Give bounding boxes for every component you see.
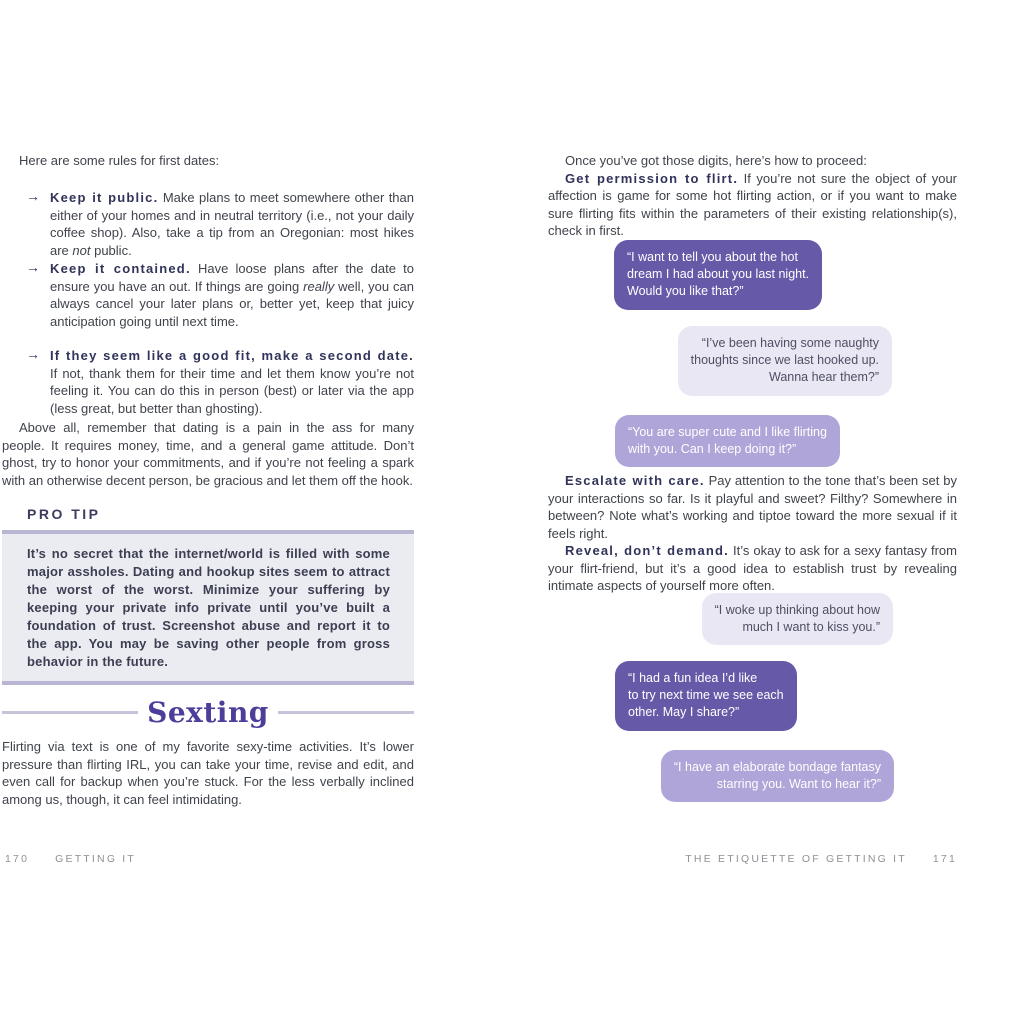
bubble-line: much I want to kiss you.” — [742, 620, 880, 635]
bullet-text — [50, 347, 414, 417]
chat-bubble — [614, 240, 822, 310]
bubble-line: starring you. Want to hear it?” — [716, 777, 881, 792]
heading-rule-right — [278, 711, 414, 714]
bubble-line: “I have an elaborate bondage fantasy — [673, 760, 881, 774]
section-heading-row — [2, 690, 414, 734]
bullet-body-tail: well, you can always cancel your later plans or, better yet, keep that juicy anticipation going until next time. — [50, 278, 415, 329]
paragraph-lead: Reveal, don’t demand. — [565, 543, 729, 558]
arrow-bullet-icon: → — [26, 188, 40, 204]
bubble-line: dream I had about you last night. — [627, 267, 810, 282]
bullet-lead: Keep it contained. — [50, 261, 191, 276]
page-number: 171 — [932, 853, 957, 865]
bubble-line: with you. Can I keep doing it?” — [628, 442, 797, 457]
running-head: GETTING IT — [55, 853, 137, 865]
bubble-line: Wanna hear them?” — [768, 370, 879, 385]
advice-block — [548, 472, 957, 595]
paragraph: Once you’ve got those digits, here’s how to proceed: — [565, 153, 867, 168]
chat-bubble — [661, 750, 894, 802]
bullet-body: Make plans to meet somewhere other than either of your homes and in neutral territory (i.e., not your daily coffee shop). Also, take a tip from an Oregonian: most hikes are — [50, 190, 415, 258]
paragraph — [548, 542, 957, 595]
bullet-body: Have loose plans after the date to ensure you have an out. If things are going — [50, 261, 414, 294]
bubble-line: “I’ve been having some naughty — [701, 336, 879, 350]
paragraph-body: If you’re not sure the object of your affection is game for some hot flirting action, or if you want to make sure flirting fits within the parameters of their existing relationship(s), check in first. — [548, 170, 957, 238]
chat-bubble — [615, 661, 797, 731]
bullet-item — [2, 189, 414, 259]
chat-bubble — [702, 593, 893, 645]
bubble-line: to try next time we see each — [628, 688, 784, 703]
bullet-italic: not — [72, 242, 91, 258]
arrow-bullet-icon: → — [26, 259, 40, 275]
bubble-line: thoughts since we last hooked up. — [690, 353, 879, 368]
paragraph — [548, 472, 957, 542]
bullet-lead: Keep it public. — [50, 190, 159, 205]
pro-tip-heading: PRO TIP — [27, 506, 101, 522]
pro-tip-bottom-rule — [2, 681, 414, 685]
bullet-item — [2, 260, 414, 330]
pro-tip-box — [2, 530, 414, 685]
bubble-line: Would you like that?” — [627, 284, 744, 299]
bubble-line: “I want to tell you about the hot — [627, 250, 798, 264]
bullet-italic: really — [303, 278, 335, 294]
paragraph-lead: Escalate with care. — [565, 473, 705, 488]
intro-block — [548, 152, 957, 240]
arrow-bullet-icon: → — [26, 346, 40, 362]
chat-bubble — [615, 415, 840, 467]
closing-paragraph: Above all, remember that dating is a pain in the ass for many people. It requires money, time, and a general game attitude. Don’t ghost, try to honor your commitments, and if you’re not feeling a spark with an otherwise decent person, be gracious and let them off the hook. — [2, 420, 414, 488]
bubble-line: other. May I share?” — [628, 705, 740, 720]
pro-tip-text: It’s no secret that the internet/world is filled with some major assholes. Dating and hookup sites seem to attract the worst of the worst. Minimize your suffering by keeping your private info private until you’ve built a foundation of trust. Screenshot abuse and report it to the app. You may be saving other people from gross behavior in the future. — [27, 546, 390, 669]
right-footer — [685, 853, 957, 865]
bubble-line: “I woke up thinking about how — [714, 603, 880, 617]
chat-bubble — [678, 326, 892, 396]
bullet-text — [50, 189, 414, 259]
bubble-line: “I had a fun idea I’d like — [628, 671, 758, 685]
bullet-item — [2, 347, 414, 417]
page-number: 170 — [5, 853, 30, 865]
section-paragraph: Flirting via text is one of my favorite sexy-time activities. It’s lower pressure than flirting IRL, you can take your time, revise and edit, and even call for backup when you’re stuck. For the less verbally inclined among us, though, it can feel intimidating. — [2, 739, 414, 807]
paragraph — [548, 170, 957, 240]
running-head: THE ETIQUETTE OF GETTING IT — [685, 853, 907, 865]
section-title: Sexting — [147, 695, 269, 729]
left-footer — [5, 853, 136, 865]
bubble-line: “You are super cute and I like flirting — [628, 425, 827, 439]
intro-line: Here are some rules for first dates: — [19, 153, 220, 168]
heading-rule-left — [2, 711, 138, 714]
bullet-body: If not, thank them for their time and let them know you’re not feeling it. You can do this in person (best) or later via the app (less great, but better than ghosting). — [50, 365, 414, 416]
paragraph-lead: Get permission to flirt. — [565, 170, 739, 186]
right-page — [548, 0, 957, 1024]
bullet-text — [50, 260, 414, 330]
paragraph-body: Pay attention to the tone that’s been set by your interactions so far. Is it playful and sweet? Filthy? Somewhere in between? Note what’s working and tiptoe toward the more sexual if it feels right. — [548, 473, 958, 541]
paragraph-body: It’s okay to ask for a sexy fantasy from your flirt-friend, but it’s a good idea to establish trust by revealing intimate aspects of yourself more often. — [548, 543, 957, 593]
bullet-lead: If they seem like a good fit, make a second date. — [50, 348, 414, 363]
pro-tip-body — [2, 534, 414, 681]
left-page — [2, 0, 414, 1024]
bullet-body-tail: public. — [90, 242, 132, 258]
